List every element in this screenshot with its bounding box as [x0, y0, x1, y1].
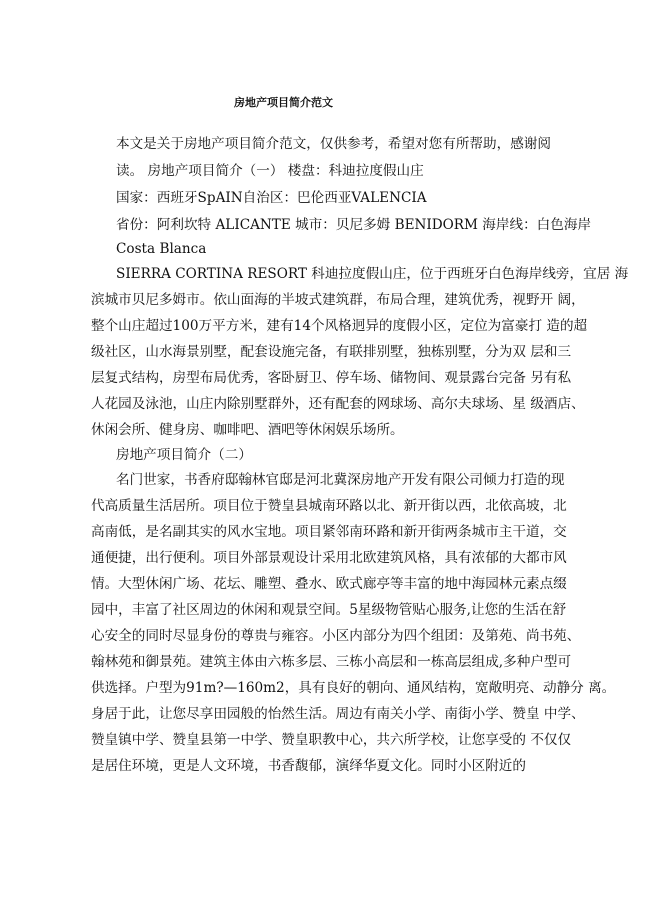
paragraph-line: 代高质量生活居所。项目位于赞皇县城南环路以北、新开街以西，北依高坡，北 — [91, 498, 567, 514]
paragraph-line: 心安全的同时尽显身份的尊贵与雍容。小区内部分为四个组团：及第苑、尚书苑、 — [91, 628, 581, 644]
paragraph-line: 翰林苑和御景苑。建筑主体由六栋多层、三栋小高层和一栋高层组成,多种户型可 — [91, 654, 572, 670]
paragraph-line: 赞皇镇中学、赞皇县第一中学、赞皇职教中心，共六所学校，让您享受的 不仅仅 — [91, 732, 572, 748]
section-heading: 房地产项目简介（二） — [116, 447, 252, 463]
paragraph-line: 滨城市贝尼多姆市。依山面海的半坡式建筑群，布局合理，建筑优秀，视野开 阔， — [91, 292, 585, 308]
paragraph-line: 是居住环境，更是人文环境，书香馥郁，演绎华夏文化。同时小区附近的 — [91, 758, 526, 774]
paragraph-line: 通便捷，出行便利。项目外部景观设计采用北欧建筑风格，具有浓郁的大都市风 — [91, 550, 567, 566]
paragraph-line: 供选择。户型为91m?—160m2，具有良好的朝向、通风结构，宽敞明亮、动静分 离。 — [91, 680, 616, 696]
paragraph-line: 情。大型休闲广场、花坛、雕塑、叠水、欧式廊亭等丰富的地中海园林元素点缀 — [91, 576, 567, 592]
paragraph-line: 整个山庄超过100万平方米，建有14个风格迥异的度假小区，定位为富豪打 造的超 — [91, 318, 588, 334]
paragraph-line: 高南低，是名副其实的风水宝地。项目紧邻南环路和新开街两条城市主干道，交 — [91, 524, 567, 540]
paragraph-line: SIERRA CORTINA RESORT 科迪拉度假山庄，位于西班牙白色海岸线旁，宜居 海 — [116, 266, 629, 282]
paragraph-line: 名门世家，书香府邸翰林官邸是河北冀深房地产开发有限公司倾力打造的现 — [116, 472, 565, 488]
paragraph-line: 休闲会所、健身房、咖啡吧、酒吧等休闲娱乐场所。 — [91, 422, 404, 438]
paragraph-line: 园中，丰富了社区周边的休闲和观景空间。5星级物管贴心服务,让您的生活在舒 — [91, 602, 567, 618]
paragraph-line: 本文是关于房地产项目简介范文，仅供参考，希望对您有所帮助，感谢阅 — [116, 136, 551, 152]
paragraph-line: 省份：阿利坎特 ALICANTE 城市：贝尼多姆 BENIDORM 海岸线：白色海岸 — [116, 217, 592, 233]
paragraph-line: 级社区，山水海景别墅，配套设施完备，有联排别墅，独栋别墅，分为双 层和三 — [91, 344, 572, 360]
paragraph-line: 身居于此，让您尽享田园般的怡然生活。周边有南关小学、南街小学、赞皇 中学、 — [91, 706, 585, 722]
paragraph-line: 国家：西班牙SpAIN自治区：巴伦西亚VALENCIA — [116, 190, 427, 206]
paragraph-line: 读。 房地产项目简介（一） 楼盘：科迪拉度假山庄 — [116, 163, 424, 179]
paragraph-line: 层复式结构，房型布局优秀，客卧厨卫、停车场、储物间、观景露台完备 另有私 — [91, 370, 572, 386]
document-title: 房地产项目简介范文 — [234, 96, 333, 109]
paragraph-line: Costa Blanca — [116, 241, 207, 257]
paragraph-line: 人花园及泳池，山庄内除别墅群外，还有配套的网球场、高尔夫球场、星 级酒店、 — [91, 396, 585, 412]
